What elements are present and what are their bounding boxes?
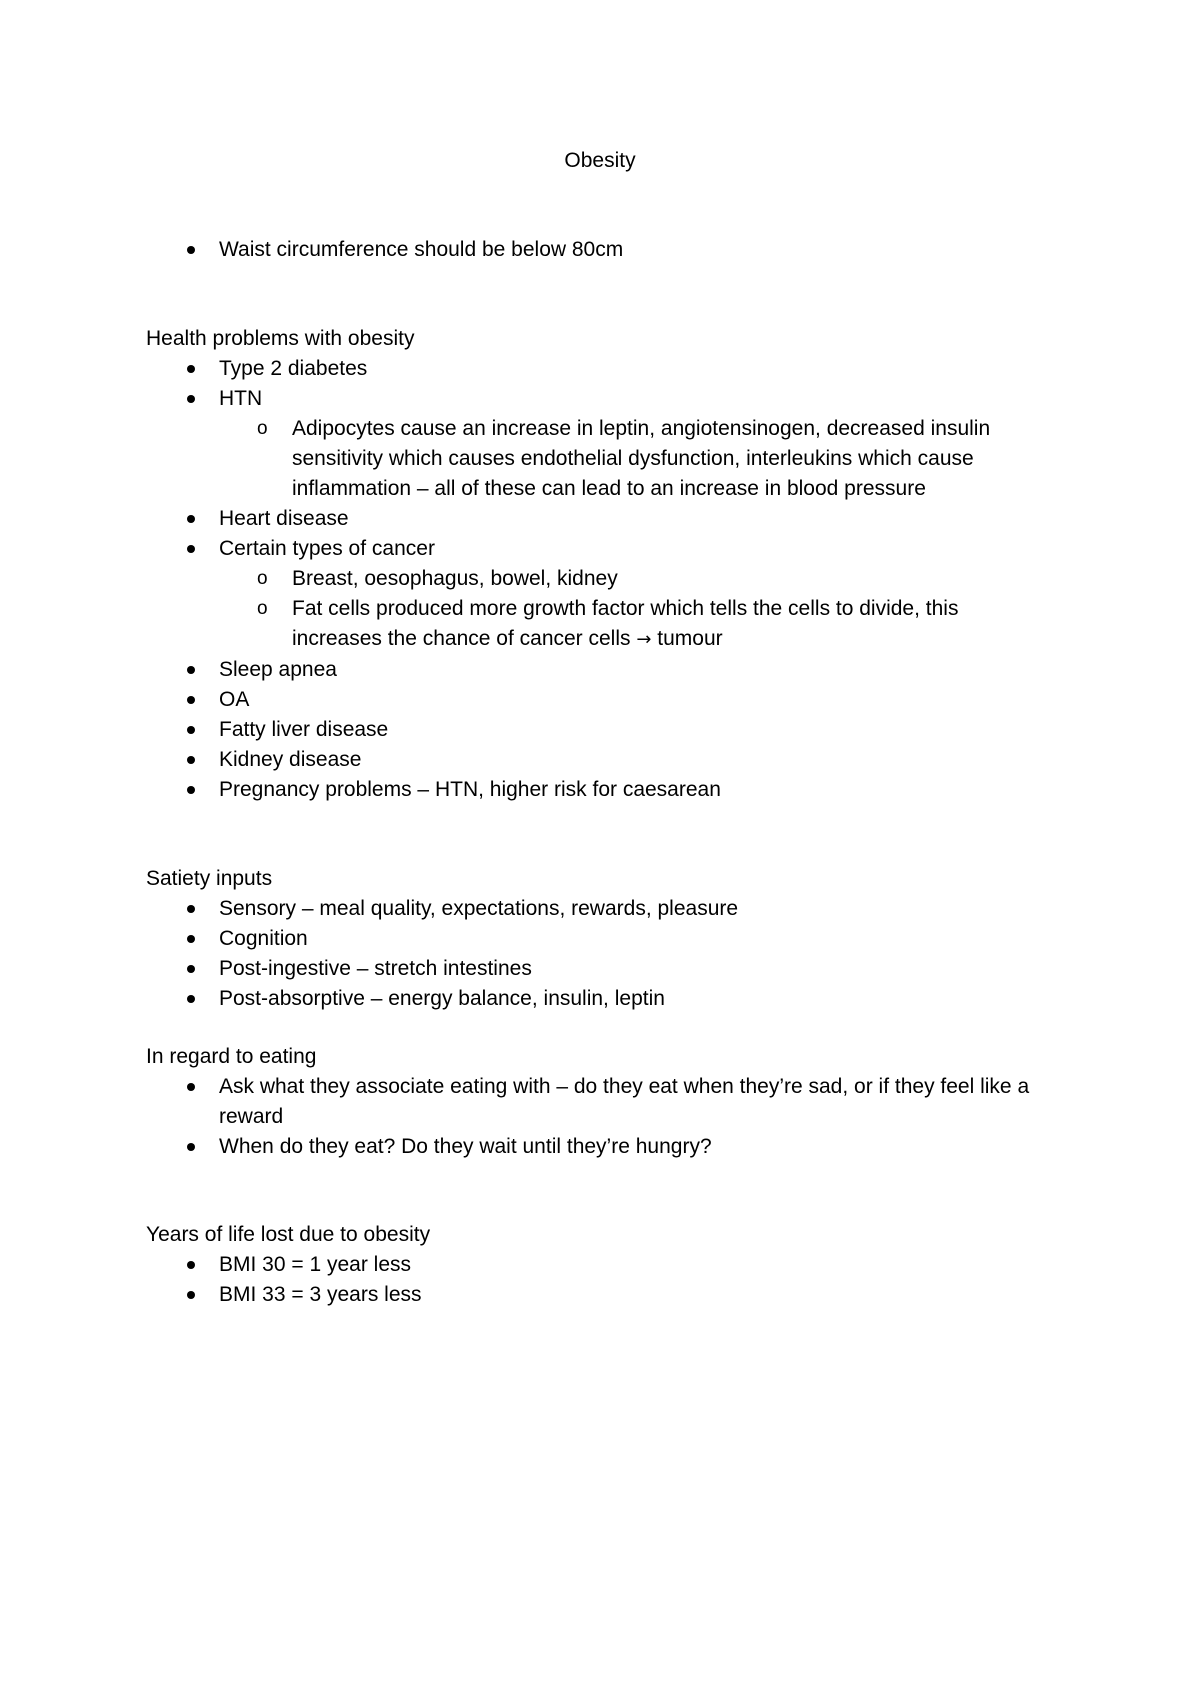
sub-list-item: o Adipocytes cause an increase in leptin, angiotensinogen, decreased insulin sensitivity which causes endothelial dysfunction, interleukins which cause inflammation – all of these can lead to an increase in blood pressure: [219, 414, 1046, 504]
list-item: [146, 384, 1046, 504]
list-item: Pregnancy problems – HTN, higher risk for caesarean: [146, 775, 1046, 805]
list-item: BMI 30 = 1 year less: [146, 1250, 1046, 1280]
intro-list: [146, 235, 1046, 265]
health-section: [146, 324, 1046, 805]
years-section: [146, 1220, 1046, 1310]
list-item: Ask what they associate eating with – do they eat when they’re sad, or if they feel like a reward: [146, 1072, 1046, 1132]
years-list: [146, 1250, 1046, 1310]
satiety-list: [146, 894, 1046, 1014]
list-item: Kidney disease: [146, 745, 1046, 775]
list-item-label: Certain types of cancer: [219, 537, 435, 560]
list-item: When do they eat? Do they wait until they’re hungry?: [146, 1132, 1046, 1162]
list-item: Waist circumference should be below 80cm: [146, 235, 1046, 265]
section-heading: Health problems with obesity: [146, 327, 415, 350]
sub-list-item: [219, 594, 1046, 655]
list-item: OA: [146, 685, 1046, 715]
arrow-right-icon: →: [636, 629, 652, 650]
section-heading: Satiety inputs: [146, 867, 273, 890]
sub-list-item-text: Fat cells produced more growth factor which tells the cells to divide, this increases the chance of cancer cells: [292, 597, 959, 650]
sub-list-item-text: tumour: [657, 627, 723, 650]
document-title: Obesity: [564, 149, 636, 172]
list-item: Type 2 diabetes: [146, 354, 1046, 384]
list-item: Heart disease: [146, 504, 1046, 534]
intro-section: [146, 235, 1046, 265]
list-item: [146, 534, 1046, 655]
sub-list: [219, 414, 1046, 504]
list-item: Sleep apnea: [146, 655, 1046, 685]
list-item-label: HTN: [219, 387, 263, 410]
sub-list-item: o Breast, oesophagus, bowel, kidney: [219, 564, 1046, 594]
list-item: Cognition: [146, 924, 1046, 954]
list-item: Post-absorptive – energy balance, insulin, leptin: [146, 984, 1046, 1014]
list-item: Fatty liver disease: [146, 715, 1046, 745]
section-heading: In regard to eating: [146, 1045, 317, 1068]
eating-section: [146, 1042, 1046, 1162]
list-item: BMI 33 = 3 years less: [146, 1280, 1046, 1310]
satiety-section: [146, 864, 1046, 1014]
health-list: [146, 354, 1046, 805]
list-item: Sensory – meal quality, expectations, rewards, pleasure: [146, 894, 1046, 924]
eating-list: [146, 1072, 1046, 1162]
sub-list: [219, 564, 1046, 655]
section-heading: Years of life lost due to obesity: [146, 1223, 431, 1246]
list-item: Post-ingestive – stretch intestines: [146, 954, 1046, 984]
